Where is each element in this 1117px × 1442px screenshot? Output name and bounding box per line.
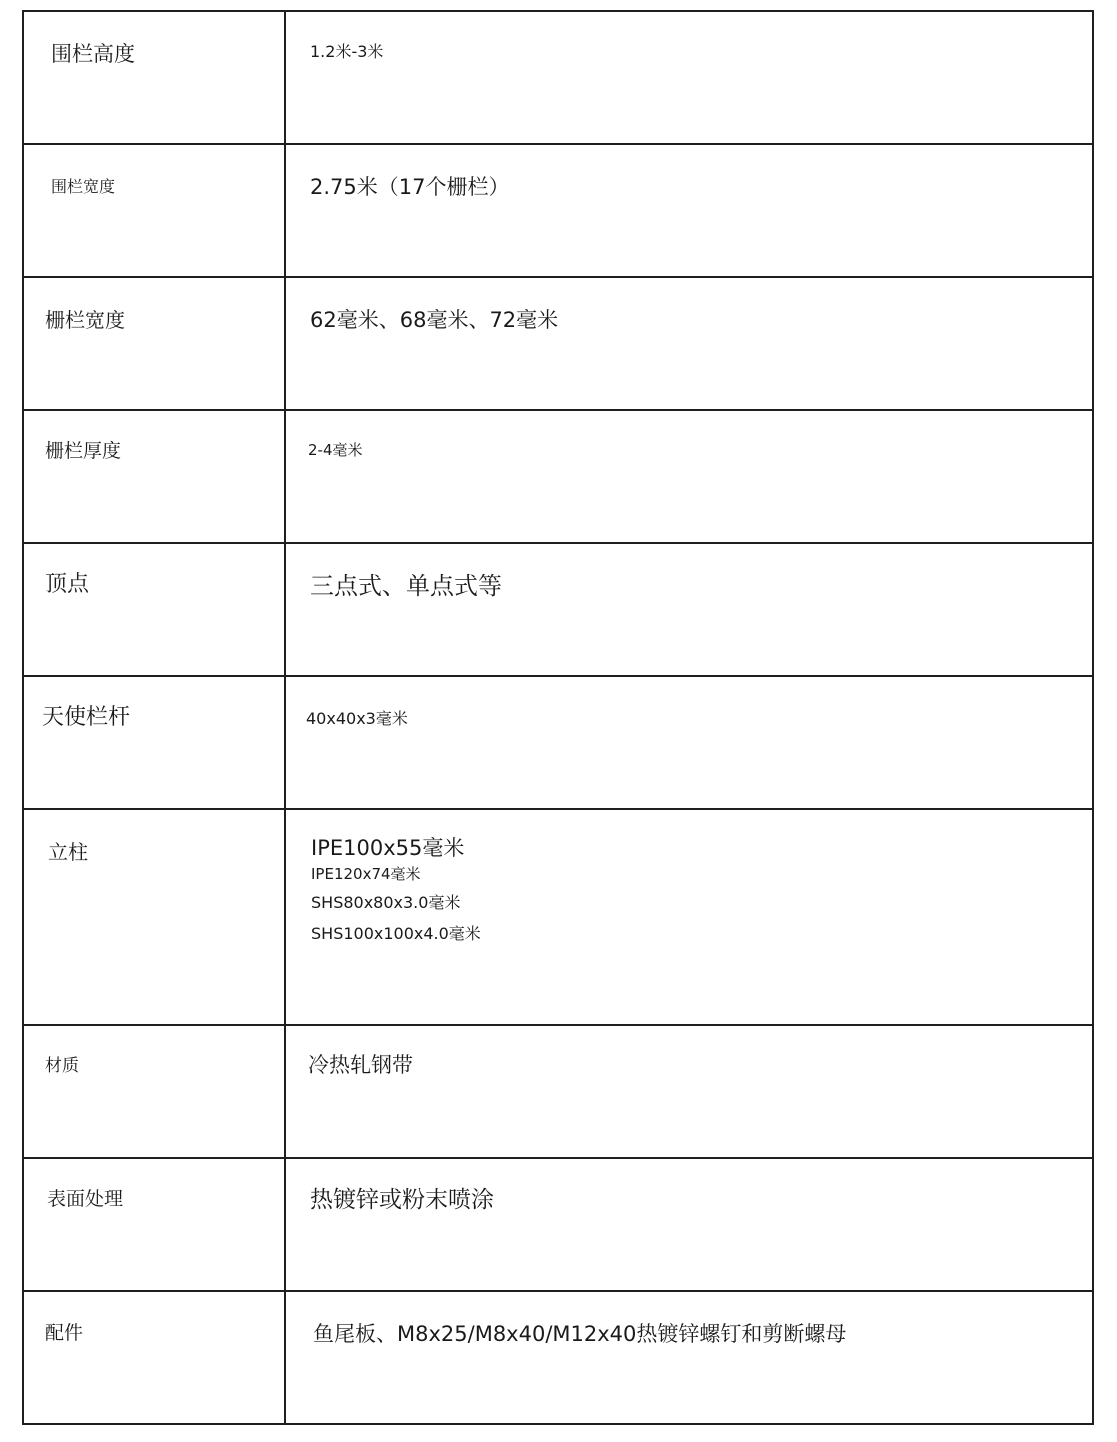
label-cell (23, 809, 285, 1025)
value-cell (285, 410, 1093, 543)
label-cell (23, 277, 285, 410)
value-cell (285, 1291, 1093, 1424)
post-value-line: IPE100x55毫米 (311, 836, 465, 860)
value-cell (285, 144, 1093, 277)
row-label-post: 立柱 (48, 840, 88, 864)
label-cell (23, 1291, 285, 1424)
table-row (23, 11, 1093, 144)
row-value-accessories: 鱼尾板、M8x25/M8x40/M12x40热镀锌螺钉和剪断螺母 (313, 1322, 847, 1346)
table-row (23, 676, 1093, 809)
table-row (23, 543, 1093, 676)
label-cell (23, 144, 285, 277)
row-label-angel-rail: 天使栏杆 (42, 705, 131, 730)
post-values (311, 836, 481, 944)
table-row (23, 144, 1093, 277)
spec-table (22, 10, 1094, 1425)
row-label-surface-treatment: 表面处理 (47, 1188, 124, 1210)
value-cell (285, 543, 1093, 676)
post-value-line: SHS80x80x3.0毫米 (311, 893, 461, 913)
label-cell (23, 11, 285, 144)
label-cell (23, 1025, 285, 1158)
row-label-accessories: 配件 (45, 1322, 84, 1344)
table-row (23, 809, 1093, 1025)
post-value-line: SHS100x100x4.0毫米 (311, 924, 481, 944)
value-cell (285, 11, 1093, 144)
label-cell (23, 676, 285, 809)
row-value-material: 冷热轧钢带 (308, 1053, 413, 1077)
row-label-top: 顶点 (45, 572, 90, 597)
row-label-fence-width: 围栏宽度 (51, 177, 116, 196)
label-cell (23, 1158, 285, 1291)
row-value-fence-width: 2.75米（17个栅栏） (310, 175, 510, 199)
row-value-pale-width: 62毫米、68毫米、72毫米 (310, 308, 559, 332)
value-cell (285, 809, 1093, 1025)
row-label-pale-width: 栅栏宽度 (45, 308, 125, 332)
row-label-material: 材质 (45, 1056, 79, 1076)
value-cell (285, 277, 1093, 410)
label-cell (23, 410, 285, 543)
table-row (23, 1291, 1093, 1424)
post-value-line: IPE120x74毫米 (311, 865, 421, 884)
table-row (23, 277, 1093, 410)
table-row (23, 410, 1093, 543)
value-cell (285, 1158, 1093, 1291)
row-value-pale-thickness: 2-4毫米 (308, 441, 363, 459)
value-cell (285, 1025, 1093, 1158)
row-value-top: 三点式、单点式等 (310, 572, 502, 600)
row-label-fence-height: 围栏高度 (51, 42, 135, 66)
row-label-pale-thickness: 栅栏厚度 (45, 440, 122, 462)
table-row (23, 1158, 1093, 1291)
row-value-fence-height: 1.2米-3米 (310, 42, 384, 61)
table-row (23, 1025, 1093, 1158)
value-cell (285, 676, 1093, 809)
row-value-angel-rail: 40x40x3毫米 (306, 709, 408, 728)
row-value-surface-treatment: 热镀锌或粉末喷涂 (310, 1187, 494, 1213)
label-cell (23, 543, 285, 676)
